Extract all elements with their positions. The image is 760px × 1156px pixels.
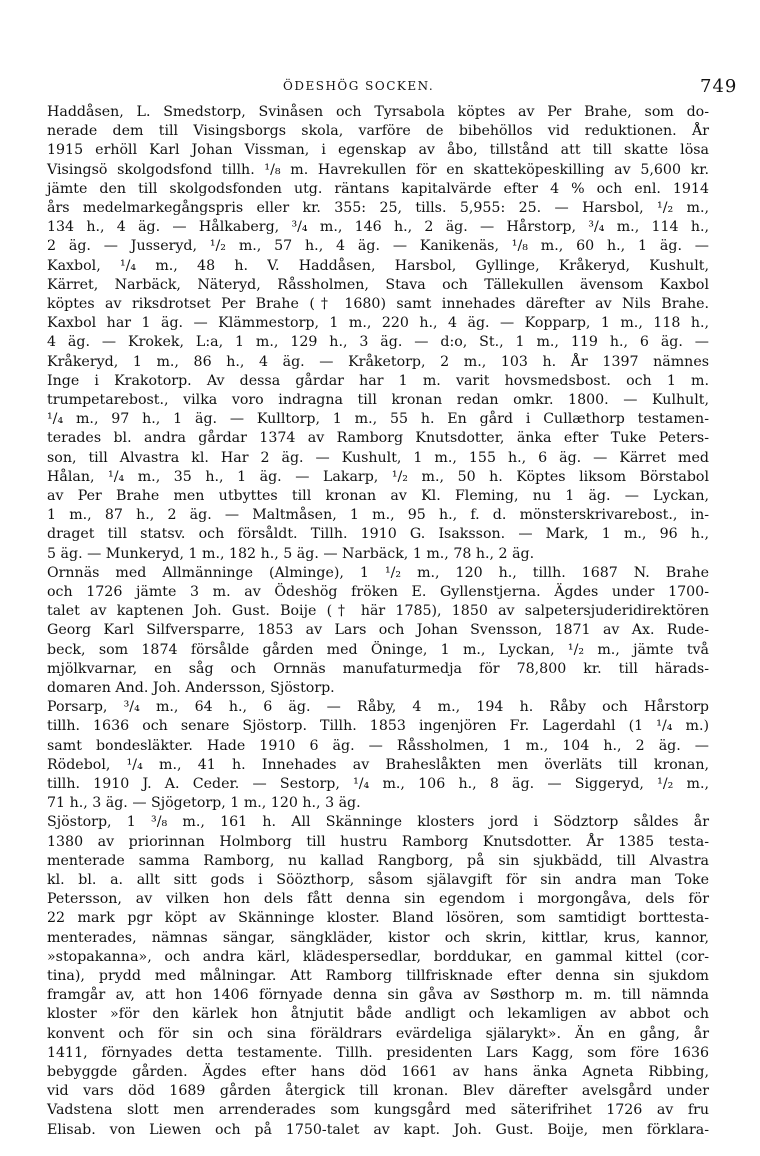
text-line: Georg Karl Silfversparre, 1853 av Lars och Johan Svensson, 1871 av Ax. Rude- xyxy=(47,622,709,639)
text-line: kloster »för den kärlek hon åtnjutit både andligt och lekamligen av abbot och xyxy=(47,1006,709,1023)
text-line: tina), prydd med målningar. Att Ramborg tillfrisknade efter denna sin sjukdom xyxy=(47,968,709,984)
text-line: trumpetarebost., vilka voro indragna till kronan redan omkr. 1800. — Kulhult, xyxy=(47,392,709,408)
text-line: 1380 av priorinnan Holmborg till hustru Ramborg Knutsdotter. År 1385 testa- xyxy=(47,833,709,850)
text-line: domaren And. Joh. Andersson, Sjöstorp. xyxy=(47,680,335,696)
text-line: talet av kaptenen Joh. Gust. Boije († här 1785), 1850 av salpetersjuderidirektören xyxy=(47,603,709,620)
text-line: 22 mark pgr köpt av Skänninge kloster. Bland lösören, som samtidigt borttesta- xyxy=(47,910,709,927)
text-line: beck, som 1874 försålde gården med Öninge, 1 m., Lyckan, ¹/₂ m., jämte två xyxy=(47,641,709,658)
text-line: Kaxbol, ¹/₄ m., 48 h. V. Haddåsen, Harsbol, Gyllinge, Kråkeryd, Kushult, xyxy=(47,257,709,274)
text-line: tillh. 1636 och senare Sjöstorp. Tillh. 1853 ingenjören Fr. Lagerdahl (1 ¹/₄ m.) xyxy=(47,718,709,735)
text-line: samt bondesläkter. Hade 1910 6 äg. — Råssholmen, 1 m., 104 h., 2 äg. — xyxy=(47,737,709,754)
text-line: och 1726 jämte 3 m. av Ödeshög fröken E. Gyllenstjerna. Ägdes under 1700- xyxy=(47,584,709,600)
page-header xyxy=(0,76,760,103)
running-title: ÖDESHÖG SOCKEN. xyxy=(283,79,435,93)
text-line: nerade dem till Visingsborgs skola, varföre de bibehöllos vid reduktionen. År xyxy=(47,123,709,140)
text-line: 2 äg. — Jusseryd, ¹/₂ m., 57 h., 4 äg. — Kanikenäs, ¹/₈ m., 60 h., 1 äg. — xyxy=(47,238,709,255)
text-line: menterades, nämnas sängar, sängkläder, kistor och skrin, kittlar, krus, kannor, xyxy=(47,929,709,946)
text-line: 1 m., 87 h., 2 äg. — Maltmåsen, 1 m., 95 h., f. d. mönsterskrivarebost., in- xyxy=(47,507,709,524)
text-line: Vadstena slott men arrenderades som kungsgård med säterifrihet 1726 av fru xyxy=(47,1102,709,1119)
text-line: Ornnäs med Allmänninge (Alminge), 1 ¹/₂ m., 120 h., tillh. 1687 N. Brahe xyxy=(47,564,709,581)
text-line: 1915 erhöll Karl Johan Vissman, i egenskap av åbo, tillstånd att till skatte lösa xyxy=(47,142,709,159)
text-line: Sjöstorp, 1 ³/₈ m., 161 h. All Skänninge klosters jord i Södztorp såldes år xyxy=(47,814,709,831)
text-line: tillh. 1910 J. A. Ceder. — Sestorp, ¹/₄ m., 106 h., 8 äg. — Siggeryd, ¹/₂ m., xyxy=(47,776,709,792)
text-line: jämte den till skolgodsfonden utg. räntans kapitalvärde efter 4 % och enl. 1914 xyxy=(47,180,709,197)
text-line: konvent och för sin och sina föräldrars evärdeliga själarykt». Än en gång, år xyxy=(47,1025,709,1042)
text-line: 134 h., 4 äg. — Hålkaberg, ³/₄ m., 146 h., 2 äg. — Hårstorp, ³/₄ m., 114 h., xyxy=(47,219,709,236)
text-line: terades bl. andra gårdar 1374 av Ramborg Knutsdotter, änka efter Tuke Peters- xyxy=(47,430,709,447)
text-line: menterade samma Ramborg, nu kallad Rangborg, på sin sjukbädd, till Alvastra xyxy=(47,852,709,869)
text-line: 1411, förnyades detta testamente. Tillh. presidenten Lars Kagg, som före 1636 xyxy=(47,1044,709,1061)
text-line: framgår av, att hon 1406 förnyade denna sin gåva av Søsthorp m. m. till nämnda xyxy=(47,987,709,1004)
text-line: Kaxbol har 1 äg. — Klämmestorp, 1 m., 220 h., 4 äg. — Kopparp, 1 m., 118 h., xyxy=(47,315,709,332)
text-line: mjölkvarnar, en såg och Ornnäs manufaturmedja för 78,800 kr. till härads- xyxy=(47,660,709,677)
text-line: års medelmarkegångspris eller kr. 355: 25, tills. 5,955: 25. — Harsbol, ¹/₂ m., xyxy=(47,200,709,216)
text-line: vid vars död 1689 gården återgick till kronan. Blev därefter avelsgård under xyxy=(47,1083,709,1100)
text-line: Kärret, Narbäck, Näteryd, Råssholmen, Stava och Tällekullen ävensom Kaxbol xyxy=(47,276,709,293)
text-line: Elisab. von Liewen och på 1750-talet av kapt. Joh. Gust. Boije, men förklara- xyxy=(47,1121,709,1138)
text-line: Rödebol, ¹/₄ m., 41 h. Innehades av Braheslåkten men överläts till kronan, xyxy=(47,756,709,773)
text-line: Porsarp, ³/₄ m., 64 h., 6 äg. — Råby, 4 m., 194 h. Råby och Hårstorp xyxy=(47,699,709,716)
text-line: son, till Alvastra kl. Har 2 äg. — Kushult, 1 m., 155 h., 6 äg. — Kärret med xyxy=(47,449,709,466)
text-line: Petersson, av vilken hon dels fått denna sin egendom i morgongåva, dels för xyxy=(47,891,709,908)
text-line: Hålan, ¹/₄ m., 35 h., 1 äg. — Lakarp, ¹/₂ m., 50 h. Köptes liksom Börstabol xyxy=(47,468,709,485)
text-line: bebyggde gården. Ägdes efter hans död 1661 av hans änka Agneta Ribbing, xyxy=(47,1064,709,1080)
text-line: 5 äg. — Munkeryd, 1 m., 182 h., 5 äg. — Narbäck, 1 m., 78 h., 2 äg. xyxy=(47,545,535,562)
text-line: Visingsö skolgodsfond tillh. ¹/₈ m. Havrekullen för en skatteköpeskilling av 5,600 kr. xyxy=(47,161,709,178)
text-line: 4 äg. — Krokek, L:a, 1 m., 129 h., 3 äg. — d:o, St., 1 m., 119 h., 6 äg. — xyxy=(47,334,709,351)
text-line: Inge i Krakotorp. Av dessa gårdar har 1 m. varit hovsmedsbost. och 1 m. xyxy=(47,372,709,389)
text-line: av Per Brahe men utbyttes till kronan av Kl. Fleming, nu 1 äg. — Lyckan, xyxy=(47,488,709,504)
text-line: Haddåsen, L. Smedstorp, Svinåsen och Tyrsabola köptes av Per Brahe, som do- xyxy=(47,104,709,120)
text-line: »stopakanna», och andra kärl, klädespersedlar, borddukar, en gammal kittel (cor- xyxy=(47,948,709,965)
text-line: 71 h., 3 äg. — Sjögetorp, 1 m., 120 h., 3 äg. xyxy=(47,795,361,812)
text-line: kl. bl. a. allt sitt gods i Söözthorp, såsom själavgift för sin andra man Toke xyxy=(47,872,709,888)
text-line: ¹/₄ m., 97 h., 1 äg. — Kulltorp, 1 m., 55 h. En gård i Cullæthorp testamen- xyxy=(47,411,709,428)
text-line: draget till statsv. och försåldt. Tillh. 1910 G. Isaksson. — Mark, 1 m., 96 h., xyxy=(47,526,709,543)
text-line: Kråkeryd, 1 m., 86 h., 4 äg. — Kråketorp, 2 m., 103 h. År 1397 nämnes xyxy=(47,353,709,370)
page-number: 749 xyxy=(700,76,738,97)
text-line: köptes av riksdrotset Per Brahe († 1680) samt innehades därefter av Nils Brahe. xyxy=(47,296,709,312)
